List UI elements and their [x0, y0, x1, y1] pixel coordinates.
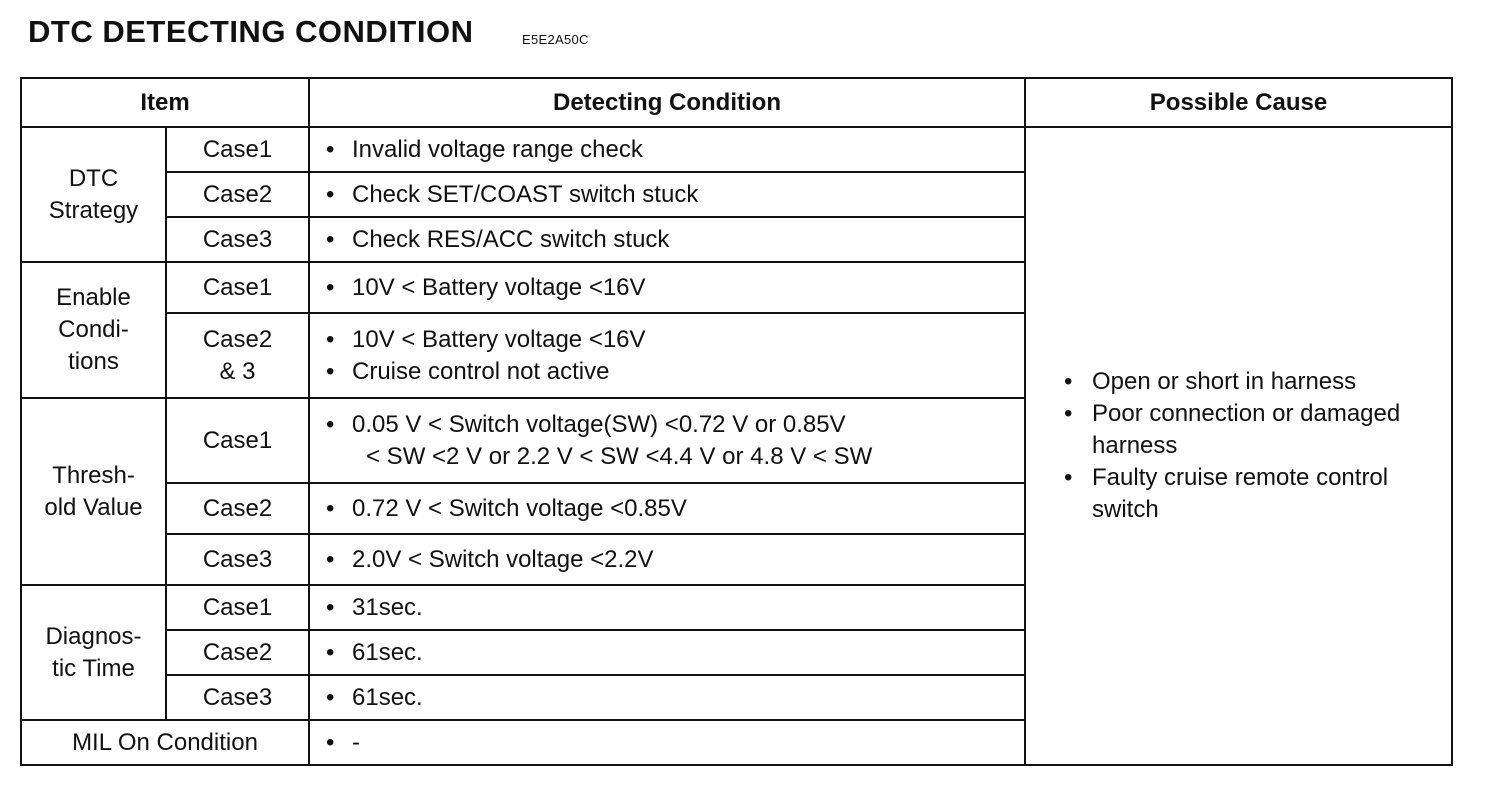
condition-cell [309, 262, 1025, 313]
condition-text: • - [352, 727, 1024, 759]
condition-cell [309, 630, 1025, 675]
condition-text: • 0.72 V < Switch voltage <0.85V [352, 493, 1024, 525]
condition-cell [309, 720, 1025, 765]
condition-cell [309, 398, 1025, 483]
condition-text: • Cruise control not active [352, 356, 1024, 388]
case-label: Case3 [166, 534, 309, 585]
document-code: E5E2A50C [522, 32, 589, 47]
group-diagnostic-time [21, 585, 166, 720]
condition-text: • 10V < Battery voltage <16V [352, 272, 1024, 304]
case-label: Case3 [166, 217, 309, 262]
condition-cell [309, 217, 1025, 262]
table-row [21, 127, 1452, 172]
condition-text-continued: < SW <2 V or 2.2 V < SW <4.4 V or 4.8 V < SW [366, 442, 873, 470]
condition-cell [309, 172, 1025, 217]
condition-text: • 0.05 V < Switch voltage(SW) <0.72 V or 0.85V [352, 409, 1024, 441]
case-label: Case3 [166, 675, 309, 720]
group-label: DTC Strategy [48, 164, 139, 224]
case-label: Case2 [166, 630, 309, 675]
case-label: Case2 [166, 172, 309, 217]
condition-text: • Check RES/ACC switch stuck [352, 224, 1024, 256]
page-title: DTC DETECTING CONDITION [28, 14, 474, 49]
possible-cause-cell [1025, 127, 1452, 765]
case-label: Case1 [166, 262, 309, 313]
dtc-condition-table [20, 77, 1453, 766]
condition-text: • 61sec. [352, 637, 1024, 669]
case-label-text: Case2 & 3 [202, 325, 273, 385]
case-label: Case1 [166, 127, 309, 172]
condition-cell [309, 313, 1025, 398]
condition-text: • 10V < Battery voltage <16V [352, 324, 1024, 356]
cause-item: • Poor connection or damaged harness [1092, 398, 1443, 462]
group-threshold-value [21, 398, 166, 585]
condition-text: • Invalid voltage range check [352, 134, 1024, 166]
group-label: Enable Condi- tions [56, 284, 131, 375]
condition-text: • Check SET/COAST switch stuck [352, 179, 1024, 211]
header-possible-cause: Possible Cause [1025, 78, 1452, 127]
case-label [166, 313, 309, 398]
condition-cell [309, 127, 1025, 172]
condition-cell [309, 675, 1025, 720]
group-label: Thresh- old Value [44, 461, 143, 521]
header-item: Item [21, 78, 309, 127]
cause-item: • Open or short in harness [1092, 366, 1443, 398]
case-label: Case1 [166, 585, 309, 630]
condition-cell [309, 483, 1025, 534]
header-row [21, 78, 1452, 127]
group-mil-on-condition: MIL On Condition [21, 720, 309, 765]
condition-cell [309, 585, 1025, 630]
condition-text: • 61sec. [352, 682, 1024, 714]
case-label: Case2 [166, 483, 309, 534]
condition-cell [309, 534, 1025, 585]
group-dtc-strategy [21, 127, 166, 262]
condition-text: • 31sec. [352, 592, 1024, 624]
group-enable-conditions [21, 262, 166, 398]
case-label: Case1 [166, 398, 309, 483]
cause-item: • Faulty cruise remote control switch [1092, 462, 1443, 526]
header-detecting-condition: Detecting Condition [309, 78, 1025, 127]
group-label: Diagnos- tic Time [45, 622, 142, 682]
condition-text: • 2.0V < Switch voltage <2.2V [352, 544, 1024, 576]
